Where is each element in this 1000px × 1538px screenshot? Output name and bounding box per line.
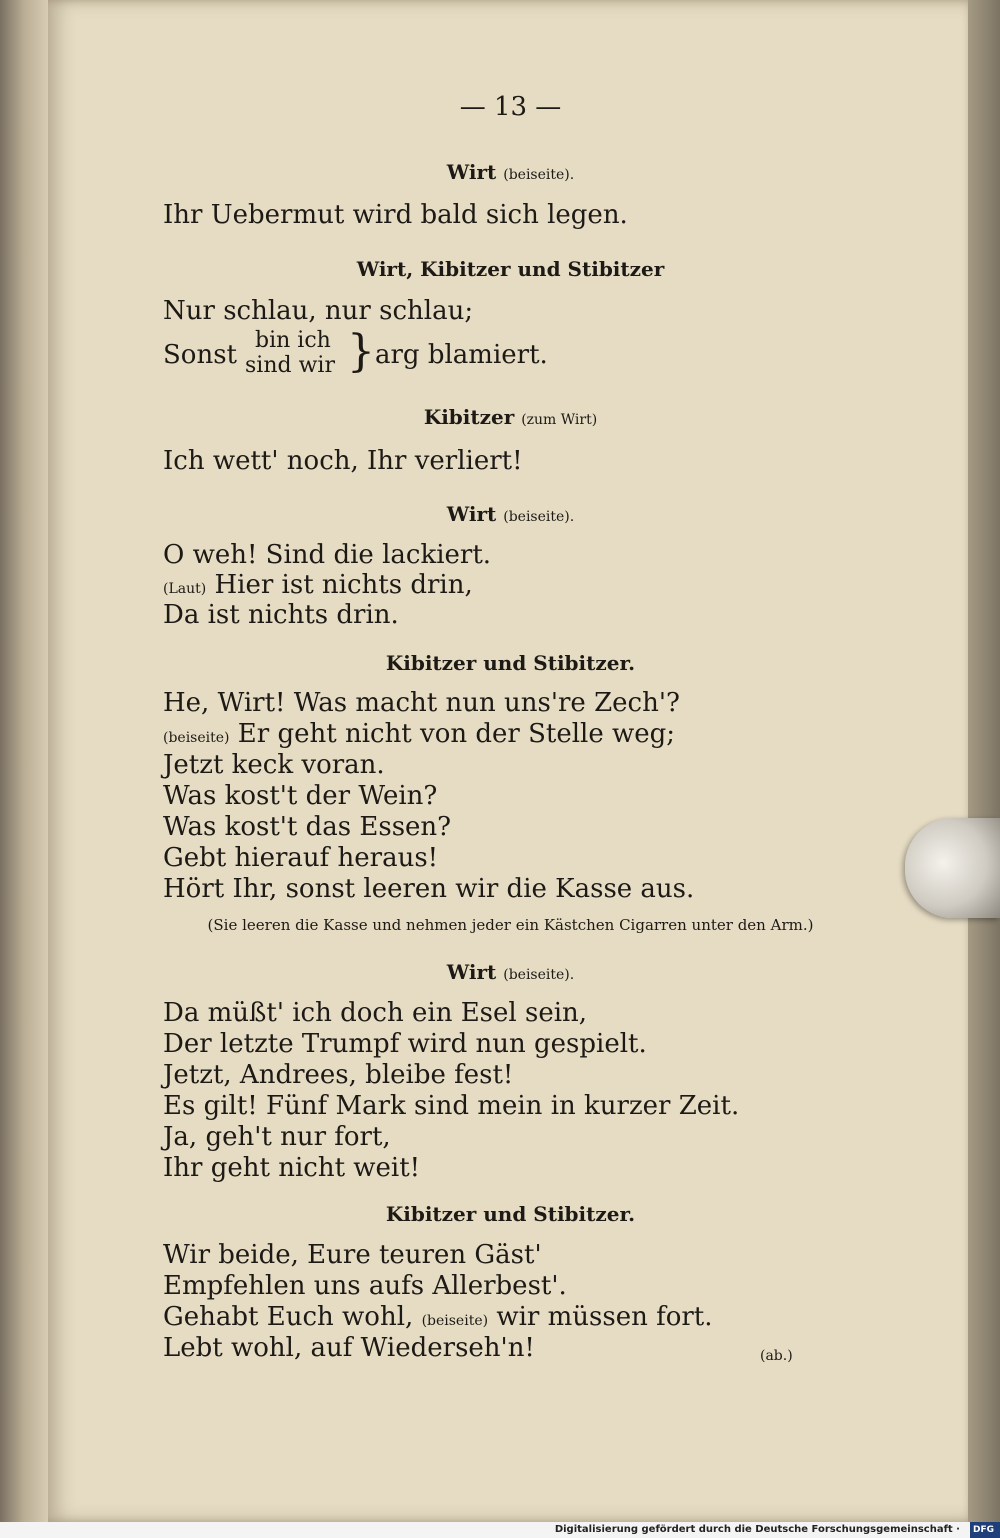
verse-line: Da ist nichts drin.	[163, 600, 399, 630]
dfg-logo: DFG	[970, 1522, 1000, 1538]
page-number: — 13 —	[459, 92, 562, 122]
speaker-heading: Kibitzer und Stibitzer.	[385, 1202, 636, 1226]
digitization-footer	[0, 1522, 1000, 1538]
verse-line: O weh! Sind die lackiert.	[163, 540, 492, 570]
speaker-heading: Wirt (beiseite).	[446, 160, 575, 184]
speaker-heading: Kibitzer und Stibitzer.	[385, 651, 636, 675]
verse-word: arg blamiert.	[375, 340, 548, 370]
alt-bottom: sind wir	[245, 353, 335, 378]
verse-line: Da müßt' ich doch ein Esel sein,	[163, 998, 588, 1028]
verse-line: Ja, geh't nur fort,	[163, 1122, 391, 1152]
alt-top: bin ich	[255, 328, 331, 353]
right-page-edge	[968, 0, 1000, 1522]
verse-line: Ihr geht nicht weit!	[163, 1153, 421, 1183]
book-page	[48, 0, 973, 1522]
verse-line: He, Wirt! Was macht nun uns're Zech'?	[163, 688, 680, 718]
verse-line: Was kost't der Wein?	[163, 781, 438, 811]
verse-line: Was kost't das Essen?	[163, 812, 452, 842]
speaker-heading: Wirt, Kibitzer und Stibitzer	[356, 257, 665, 281]
verse-line: Der letzte Trumpf wird nun gespielt.	[163, 1029, 647, 1059]
verse-line: Jetzt, Andrees, bleibe fest!	[163, 1060, 514, 1090]
verse-line: Wir beide, Eure teuren Gäst'	[163, 1240, 542, 1270]
speaker-heading: Wirt (beiseite).	[446, 502, 575, 526]
verse-line: Lebt wohl, auf Wiederseh'n!	[163, 1333, 535, 1363]
verse-line: Es gilt! Fünf Mark sind mein in kurzer Zeit.	[163, 1091, 740, 1121]
exit-direction: (ab.)	[760, 1348, 793, 1364]
verse-line: Hört Ihr, sonst leeren wir die Kasse aus.	[163, 874, 695, 904]
verse-line: (beiseite) Er geht nicht von der Stelle weg;	[163, 719, 676, 749]
verse-line: Empfehlen uns aufs Allerbest'.	[163, 1271, 567, 1301]
footer-text: Digitalisierung gefördert durch die Deutsche Forschungsgemeinschaft ·	[554, 1524, 960, 1535]
alternatives-stack	[245, 328, 335, 378]
verse-line: Gehabt Euch wohl, (beiseite) wir müssen fort.	[163, 1302, 713, 1332]
verse-line: Gebt hierauf heraus!	[163, 843, 439, 873]
verse-line: Jetzt keck voran.	[163, 750, 385, 780]
verse-line: Nur schlau, nur schlau;	[163, 296, 474, 326]
stage-direction: (Sie leeren die Kasse und nehmen jeder ein Kästchen Cigarren unter den Arm.)	[207, 916, 814, 934]
verse-line: Ich wett' noch, Ihr verliert!	[163, 446, 523, 476]
speaker-heading: Kibitzer (zum Wirt)	[423, 405, 598, 429]
verse-line: (Laut) Hier ist nichts drin,	[163, 570, 473, 600]
brace-glyph: }	[347, 326, 375, 377]
verse-line: Ihr Uebermut wird bald sich legen.	[163, 200, 628, 230]
speaker-heading: Wirt (beiseite).	[446, 960, 575, 984]
verse-word: Sonst	[163, 340, 238, 370]
page-clip	[905, 818, 1000, 918]
